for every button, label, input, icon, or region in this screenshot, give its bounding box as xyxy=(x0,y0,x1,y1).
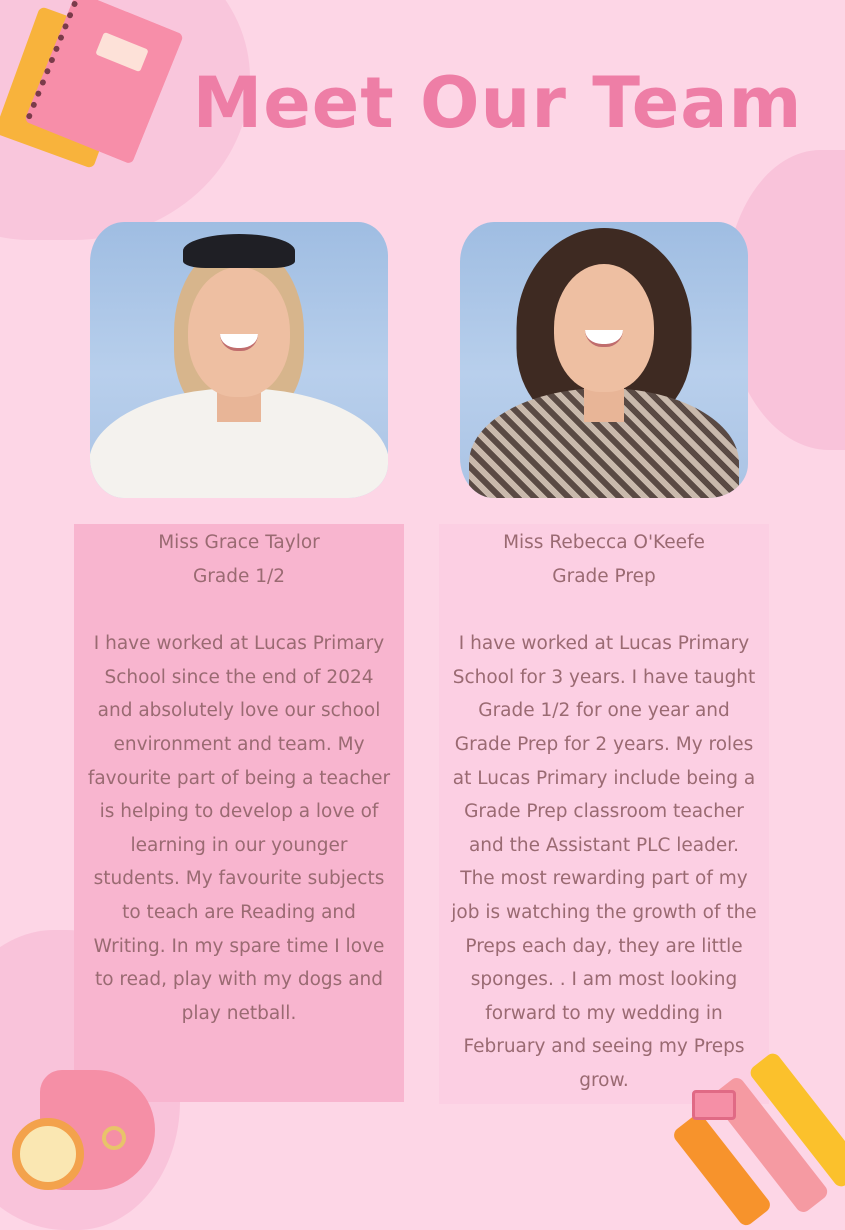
page-title: Meet Our Team xyxy=(192,62,803,144)
teacher-name: Miss Rebecca O'Keefe xyxy=(503,532,705,553)
teacher-grade: Grade 1/2 xyxy=(192,565,286,587)
teacher-grade: Grade Prep xyxy=(552,565,656,587)
teacher-photo xyxy=(90,222,388,498)
teacher-bio: I have worked at Lucas Primary School since the end of 2024 and absolutely love our school environment and team. My favourite part of being a teacher is helping to develop a love of learning in our younger students. My favourite subjects to teach are Reading and Writing. In my spare time I love to read, play with my dogs and play netball. xyxy=(87,633,391,1024)
teacher-card xyxy=(74,524,404,1102)
teacher-photo xyxy=(460,222,748,498)
teacher-card xyxy=(439,524,769,1104)
tape-dispenser-icon xyxy=(0,1060,160,1210)
teacher-bio: I have worked at Lucas Primary School for 3 years. I have taught Grade 1/2 for one year and Grade Prep for 2 years. My roles at Lucas Primary include being a Grade Prep classroom teacher and the Assistant PLC leader. The most rewarding part of my job is watching the growth of the Preps each day, they are little sponges. . I am most looking forward to my wedding in February and seeing my Preps grow. xyxy=(451,633,757,1091)
teacher-name: Miss Grace Taylor xyxy=(158,532,320,553)
